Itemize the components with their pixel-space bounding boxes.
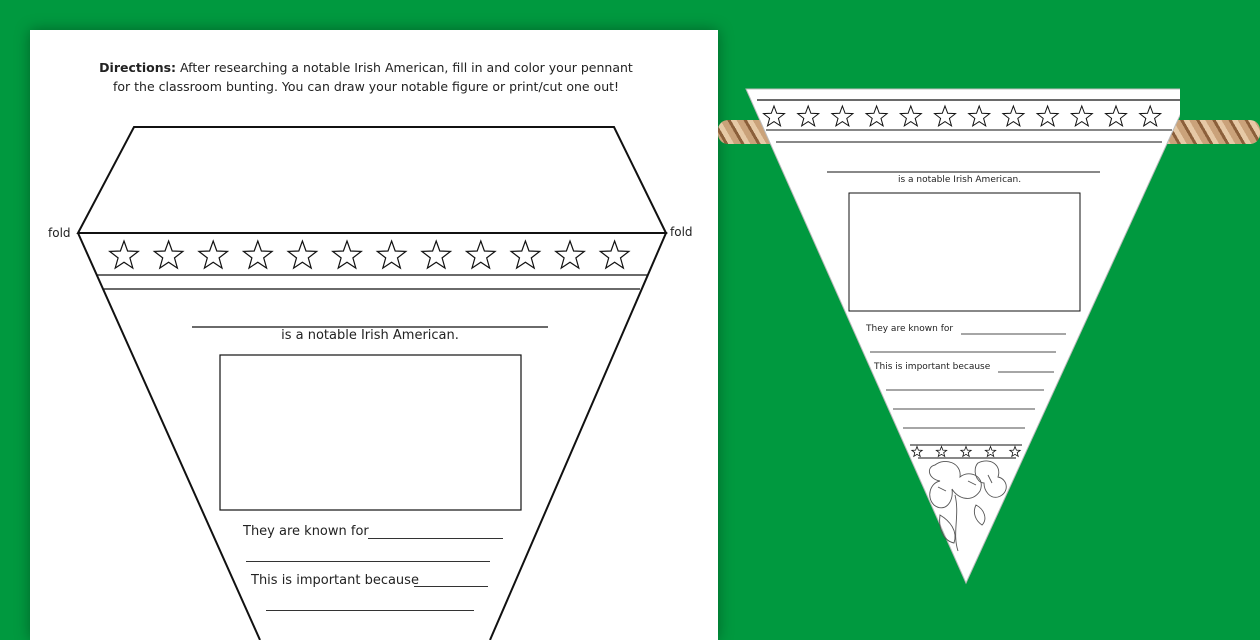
- worksheet-page: [30, 30, 718, 640]
- preview-notable-label: is a notable Irish American.: [898, 175, 1022, 185]
- pennant-preview: [740, 85, 1180, 585]
- directions-bold: Directions:: [99, 60, 177, 75]
- star-icon: [154, 241, 183, 268]
- star-icon: [511, 241, 540, 268]
- directions-line2: for the classroom bunting. You can draw your notable figure or print/cut one out!: [112, 79, 620, 94]
- important-line[interactable]: [414, 586, 488, 587]
- known-for-line[interactable]: [368, 538, 503, 539]
- star-icon: [377, 241, 406, 268]
- star-icon: [467, 241, 496, 268]
- known-for-label: They are known for: [243, 524, 369, 539]
- star-icon: [288, 241, 317, 268]
- star-icon: [199, 241, 228, 268]
- star-icon: [333, 241, 362, 268]
- preview-important-label: This is important because: [874, 362, 991, 372]
- fold-label-left: fold: [48, 226, 71, 240]
- star-icon: [556, 241, 585, 268]
- notable-label: is a notable Irish American.: [281, 328, 459, 343]
- star-icon: [244, 241, 273, 268]
- important-label: This is important because: [251, 573, 419, 588]
- star-band: [110, 241, 629, 268]
- directions-line1: After researching a notable Irish American, fill in and color your pennant: [176, 60, 633, 75]
- picture-box[interactable]: [220, 355, 521, 510]
- star-icon: [110, 241, 139, 268]
- known-for-line-2[interactable]: [246, 561, 490, 562]
- fold-label-right: fold: [670, 225, 693, 239]
- preview-known-for-label: They are known for: [866, 324, 954, 334]
- important-line-2[interactable]: [266, 610, 474, 611]
- star-icon: [422, 241, 451, 268]
- star-icon: [600, 241, 629, 268]
